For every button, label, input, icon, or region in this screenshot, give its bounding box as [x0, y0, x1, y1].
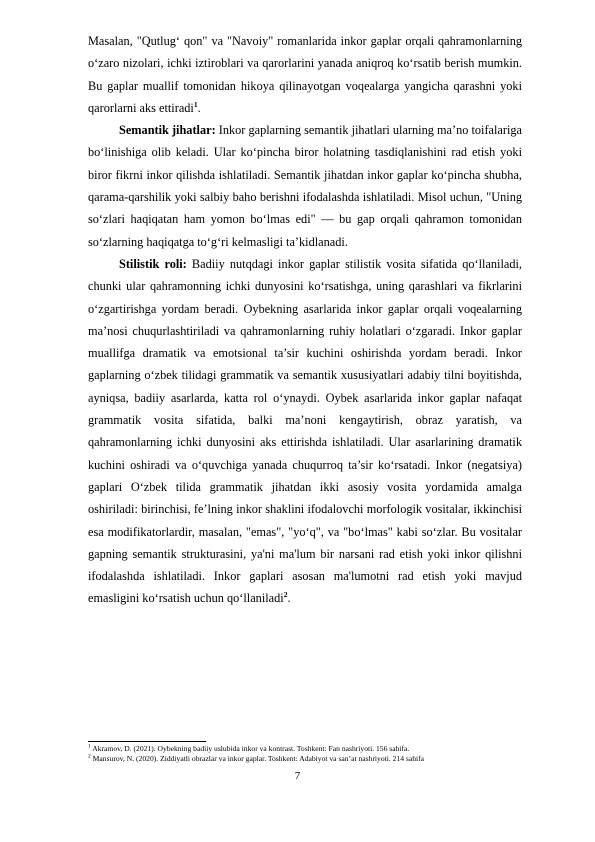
semantic-text: Inkor gaplarning semantik jihatlari ularning ma’no toifalariga bo‘linishiga olib keladi. Ular ko‘pincha biror holatning tasdiqlanishini rad etish yoki biror fikrni inkor qilishda ishlatiladi. Semantik jihatdan inkor gaplar ko‘pincha shubha, qarama-qarshilik yoki salbiy baho berishni ifodalashda ishlatiladi. Misol uchun, "Uning so‘zlari haqiqatan ham yomon bo‘lmas edi" — bu gap orqali qahramon tomonidan so‘zlarning haqiqatga to‘g‘ri kelmasligi ta’kidlanadi.	[88, 123, 522, 249]
paragraph-1-tail: .	[197, 100, 201, 115]
paragraph-1-text: Masalan, "Qutlug‘ qon" va "Navoiy" romanlarida inkor gaplar orqali qahramonlarning o‘zaro nizolari, ichki iztiroblari va qarorlarini yanada aniqroq ko‘rsatib berish mumkin. Bu gaplar muallif tomonidan hikoya qilinayotgan voqealarga yangicha qarashni yoki qarorlarni aks ettiradi	[88, 34, 522, 115]
semantic-heading: Semantik jihatlar:	[119, 123, 216, 138]
footnote-ref-2[interactable]: 2	[283, 590, 288, 600]
footnote-2	[88, 754, 522, 764]
stylistic-heading: Stilistik roli:	[119, 256, 187, 271]
footnote-2-number: 2	[88, 753, 91, 760]
footnote-separator	[88, 741, 206, 742]
footnote-1-number: 1	[88, 743, 91, 750]
page-number: 7	[294, 770, 301, 782]
body-text	[88, 30, 522, 610]
footnote-ref-1[interactable]: 1	[193, 99, 198, 109]
footnotes	[88, 744, 522, 765]
stylistic-text: Badiiy nutqdagi inkor gaplar stilistik vosita sifatida qo‘llaniladi, chunki ular qahramonning ichki dunyosini ko‘rsatishga, uning qarashlari va fikrlarini o‘zgartirishga yordam beradi. Oybekning asarlarida inkor gaplar orqali voqealarning ma’nosi chuqurlashtiriladi va qahramonlarning ruhiy holatlari o‘zgaradi. Inkor gaplar muallifga dramatik va emotsional ta’sir kuchini oshirishda yordam beradi. Inkor gaplarning o‘zbek tilidagi grammatik va semantik xususiyatlari adabiy tilni boyitishda, ayniqsa, badiiy asarlarda, katta rol o‘ynaydi. Oybek asarlarida inkor gaplar nafaqat grammatik vosita sifatida, balki ma’noni kengaytirish, obraz yaratish, va qahramonlarning ichki dunyosini aks ettirishda ishlatiladi. Ular asarlarining dramatik kuchini oshiradi va o‘quvchiga yanada chuqurroq ta’sir ko‘rsatadi. Inkor (negatsiya) gaplari O‘zbek tilida grammatik jihatdan ikki asosiy vosita yordamida amalga oshiriladi: birinchisi, fe’lning inkor shaklini ifodalovchi morfologik vositalar, ikkinchisi esa modifikatorlardir, masalan, "emas", "yo‘q", va "bo‘lmas" kabi so‘zlar. Bu vositalar gapning semantik strukturasini, ya'ni ma'lum bir narsani rad etish yoki inkor qilishni ifodalashda ishlatiladi. Inkor gaplari asosan ma'lumotni rad etish yoki mavjud emasligini ko‘rsatish uchun qo‘llaniladi	[88, 256, 522, 606]
footnote-2-text: Mansurov, N. (2020). Ziddiyatli obrazlar va inkor gaplar. Toshkent: Adabiyot va san’at nashriyoti. 214 sahifa	[90, 754, 425, 764]
footnote-1	[88, 744, 522, 754]
paragraph-stylistic	[88, 253, 522, 610]
footnote-1-text: Akramov, D. (2021). Oybekning badiiy uslubida inkor va kontrast. Toshkent: Fan nashriyoti. 156 sahifa.	[90, 744, 410, 753]
paragraph-semantic	[88, 119, 522, 253]
paragraph-1	[88, 30, 522, 119]
paragraph-3-tail: .	[287, 591, 291, 606]
